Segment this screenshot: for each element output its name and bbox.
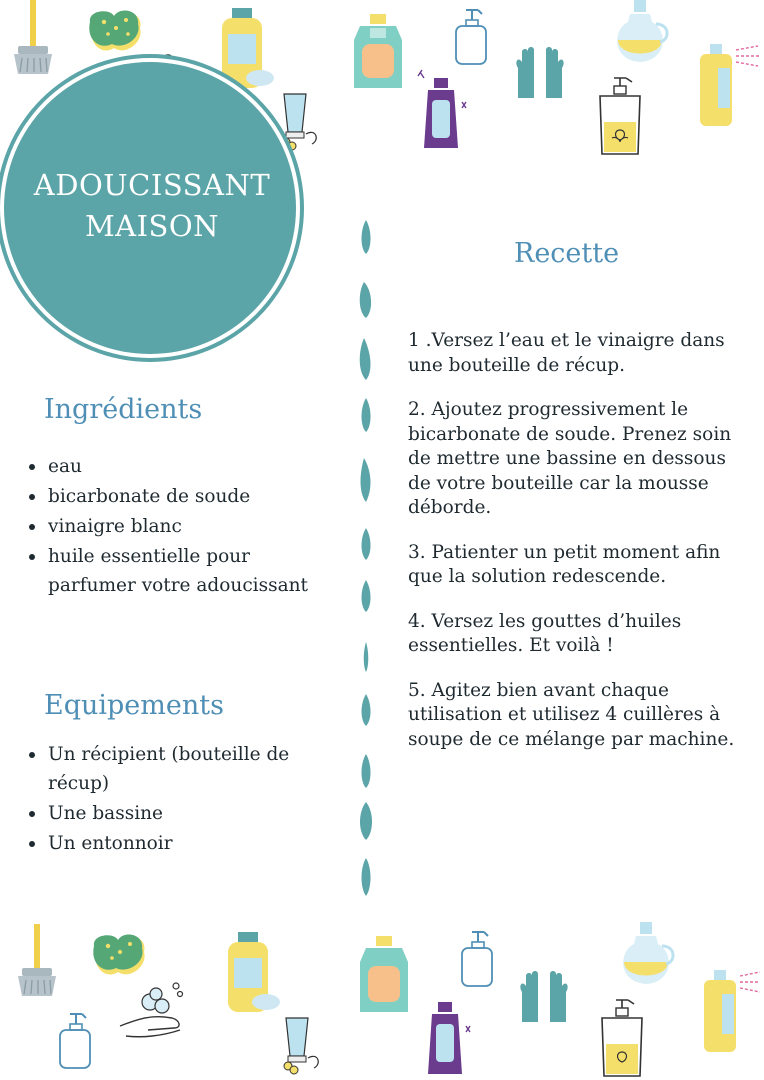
spray-bottle-icon	[418, 72, 468, 152]
lotion-bottle-icon	[598, 1000, 648, 1078]
title-line-2: MAISON	[84, 209, 220, 243]
drops-divider	[352, 220, 382, 900]
broom-icon	[8, 0, 58, 80]
recipe-step: 5. Agitez bien avant chaque utilisation et utilisez 4 cuillères à soupe de ce mélange par machine.	[408, 679, 735, 750]
carafe-icon	[618, 922, 678, 988]
list-item: huile essentielle pour parfumer votre adoucissant	[26, 542, 326, 600]
title-line-1: ADOUCISSANT	[33, 168, 271, 202]
detergent-bottle-icon	[350, 14, 406, 94]
tube-icon	[276, 88, 326, 152]
spray-bottle-icon	[422, 998, 472, 1076]
recipe-step: 4. Versez les gouttes d’huiles essentielles. Et voilà !	[408, 610, 682, 656]
equipment-list	[26, 740, 316, 859]
list-item: bicarbonate de soude	[26, 482, 326, 511]
detergent-bottle-icon	[356, 936, 412, 1016]
carafe-icon	[612, 0, 672, 66]
list-item: vinaigre blanc	[26, 512, 326, 541]
recipe-step: 1 .Versez l’eau et le vinaigre dans une bouteille de récup.	[408, 330, 725, 376]
gloves-icon	[516, 972, 572, 1026]
spray-can-icon	[700, 970, 762, 1054]
gloves-icon	[512, 48, 568, 102]
recipe-step: 2. Ajoutez progressivement le bicarbonate de soude. Prenez soin de mettre une bassine en dessous de votre bouteille car la mousse déborde.	[408, 399, 732, 518]
broom-icon	[14, 924, 64, 1000]
soap-bottle-icon	[222, 932, 282, 1016]
recipe-heading: Recette	[514, 238, 620, 269]
list-item: Une bassine	[26, 799, 316, 828]
sponge-icon	[86, 8, 146, 58]
soap-hand-icon	[120, 980, 190, 1042]
ingredients-list	[26, 452, 326, 601]
small-pump-bottle-icon	[58, 1014, 92, 1070]
sponge-icon	[90, 932, 150, 982]
list-item: Un récipient (bouteille de récup)	[26, 740, 316, 798]
lotion-bottle-icon	[596, 78, 646, 158]
equipment-heading: Equipements	[44, 690, 224, 721]
recipe-steps	[408, 329, 744, 772]
list-item: eau	[26, 452, 326, 481]
spray-can-icon	[696, 44, 762, 128]
list-item: Un entonnoir	[26, 829, 316, 858]
soap-bottle-icon	[216, 8, 276, 92]
tube-icon	[278, 1016, 328, 1080]
pump-bottle-icon	[458, 932, 494, 988]
pump-bottle-icon	[452, 10, 488, 66]
ingredients-heading: Ingrédients	[44, 394, 203, 425]
page-title	[4, 165, 300, 247]
recipe-step: 3. Patienter un petit moment afin que la solution redescende.	[408, 541, 721, 587]
